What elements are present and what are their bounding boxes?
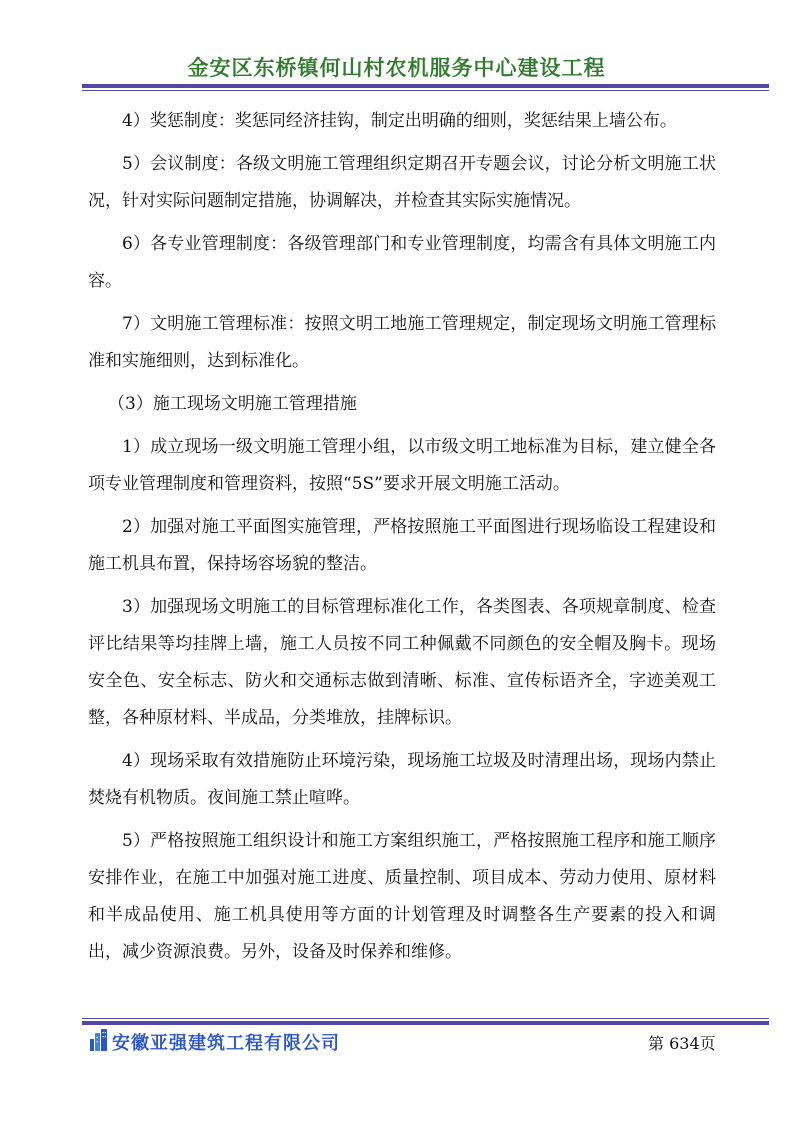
paragraph: 5）会议制度：各级文明施工管理组织定期召开专题会议，讨论分析文明施工状况，针对实际问题制定措施，协调解决，并检查其实际实施情况。: [88, 154, 716, 211]
header-rule: [82, 84, 769, 91]
page-number: 第 634页: [648, 1034, 716, 1053]
section-heading: （3）施工现场文明施工管理措施: [108, 394, 357, 414]
footer-rule: [82, 1018, 769, 1025]
paragraph: 7）文明施工管理标准：按照文明工地施工管理规定，制定现场文明施工管理标准和实施细则，达到标准化。: [88, 314, 716, 371]
paragraph: 5）严格按照施工组织设计和施工方案组织施工，严格按照施工程序和施工顺序安排作业，在施工中加强对施工进度、质量控制、项目成本、劳动力使用、原材料和半成品使用、施工机具使用等方面的计划管理及时调整各生产要素的投入和调出，减少资源浪费。另外，设备及时保养和维修。: [88, 831, 716, 962]
footer-company-name: 安徽亚强建筑工程有限公司: [112, 1033, 340, 1054]
paragraph: 4）现场采取有效措施防止环境污染，现场施工垃圾及时清理出场，现场内禁止焚烧有机物质。夜间施工禁止喧哗。: [88, 751, 716, 808]
paragraph: 4）奖惩制度：奖惩同经济挂钩，制定出明确的细则，奖惩结果上墙公布。: [122, 111, 677, 131]
building-logo-icon: [89, 1029, 109, 1051]
page-header-title: 金安区东桥镇何山村农机服务中心建设工程: [187, 56, 606, 80]
paragraph: 2）加强对施工平面图实施管理，严格按照施工平面图进行现场临设工程建设和施工机具布置，保持场容场貌的整洁。: [88, 517, 716, 574]
paragraph: 6）各专业管理制度：各级管理部门和专业管理制度，均需含有具体文明施工内容。: [88, 234, 716, 291]
paragraph: 3）加强现场文明施工的目标管理标准化工作，各类图表、各项规章制度、检查评比结果等均挂牌上墙，施工人员按不同工种佩戴不同颜色的安全帽及胸卡。现场安全色、安全标志、防火和交通标志做到清晰、标准、宣传标语齐全，字迹美观工整，各种原材料、半成品，分类堆放，挂牌标识。: [88, 597, 716, 728]
paragraph: 1）成立现场一级文明施工管理小组，以市级文明工地标准为目标，建立健全各项专业管理制度和管理资料，按照“5S”要求开展文明施工活动。: [88, 437, 716, 494]
document-body: [88, 103, 716, 977]
